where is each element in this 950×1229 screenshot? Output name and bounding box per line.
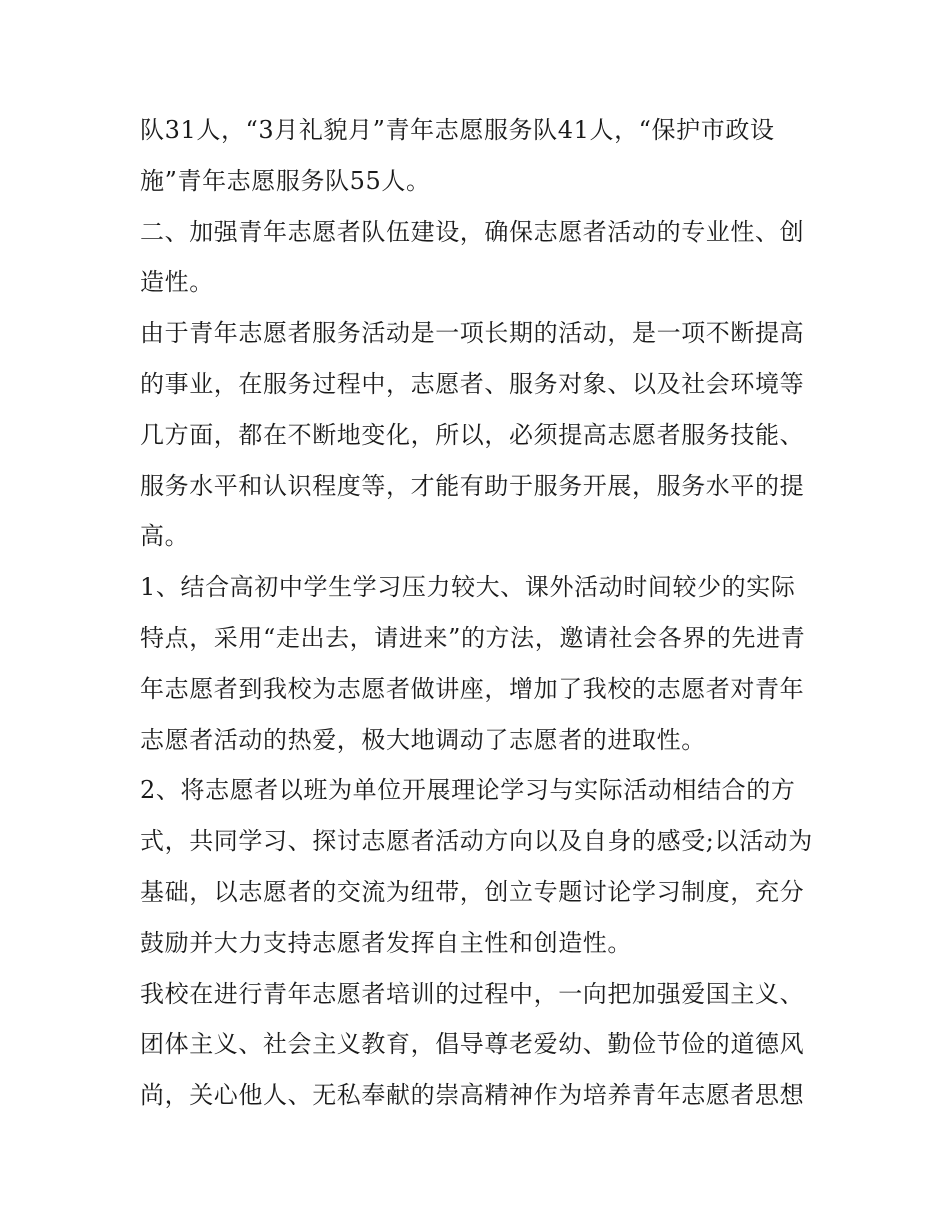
paragraph-item-2-class-study: 2、将志愿者以班为单位开展理论学习与实际活动相结合的方式，共同学习、探讨志愿者活动方向以及自身的感受;以活动为基础，以志愿者的交流为纽带，创立专题讨论学习制度，充分鼓励并大力支持志愿者发挥自主性和创造性。 <box>140 776 813 957</box>
paragraph-volunteer-teams: 队31人，“3月礼貌月”青年志愿服务队41人，“保护市政设施”青年志愿服务队55人。 <box>140 116 775 195</box>
paragraph-item-1-lectures: 1、结合高初中学生学习压力较大、课外活动时间较少的实际特点，采用“走出去，请进来”的方法，邀请社会各界的先进青年志愿者到我校为志愿者做讲座，增加了我校的志愿者对青年志愿者活动的热爱，极大地调动了志愿者的进取性。 <box>140 573 806 754</box>
document-body <box>140 105 816 1121</box>
paragraph-service-long-term: 由于青年志愿者服务活动是一项长期的活动，是一项不断提高的事业，在服务过程中，志愿者、服务对象、以及社会环境等几方面，都在不断地变化，所以，必须提高志愿者服务技能、服务水平和认识程度等，才能有助于服务开展，服务水平的提高。 <box>140 319 805 551</box>
section-heading-team-building: 二、加强青年志愿者队伍建设，确保志愿者活动的专业性、创造性。 <box>140 217 805 297</box>
paragraph-training-education: 我校在进行青年志愿者培训的过程中，一向把加强爱国主义、团体主义、社会主义教育，倡导尊老爱幼、勤俭节俭的道德风尚，关心他人、无私奉献的崇高精神作为培养青年志愿者思想 <box>140 979 805 1110</box>
